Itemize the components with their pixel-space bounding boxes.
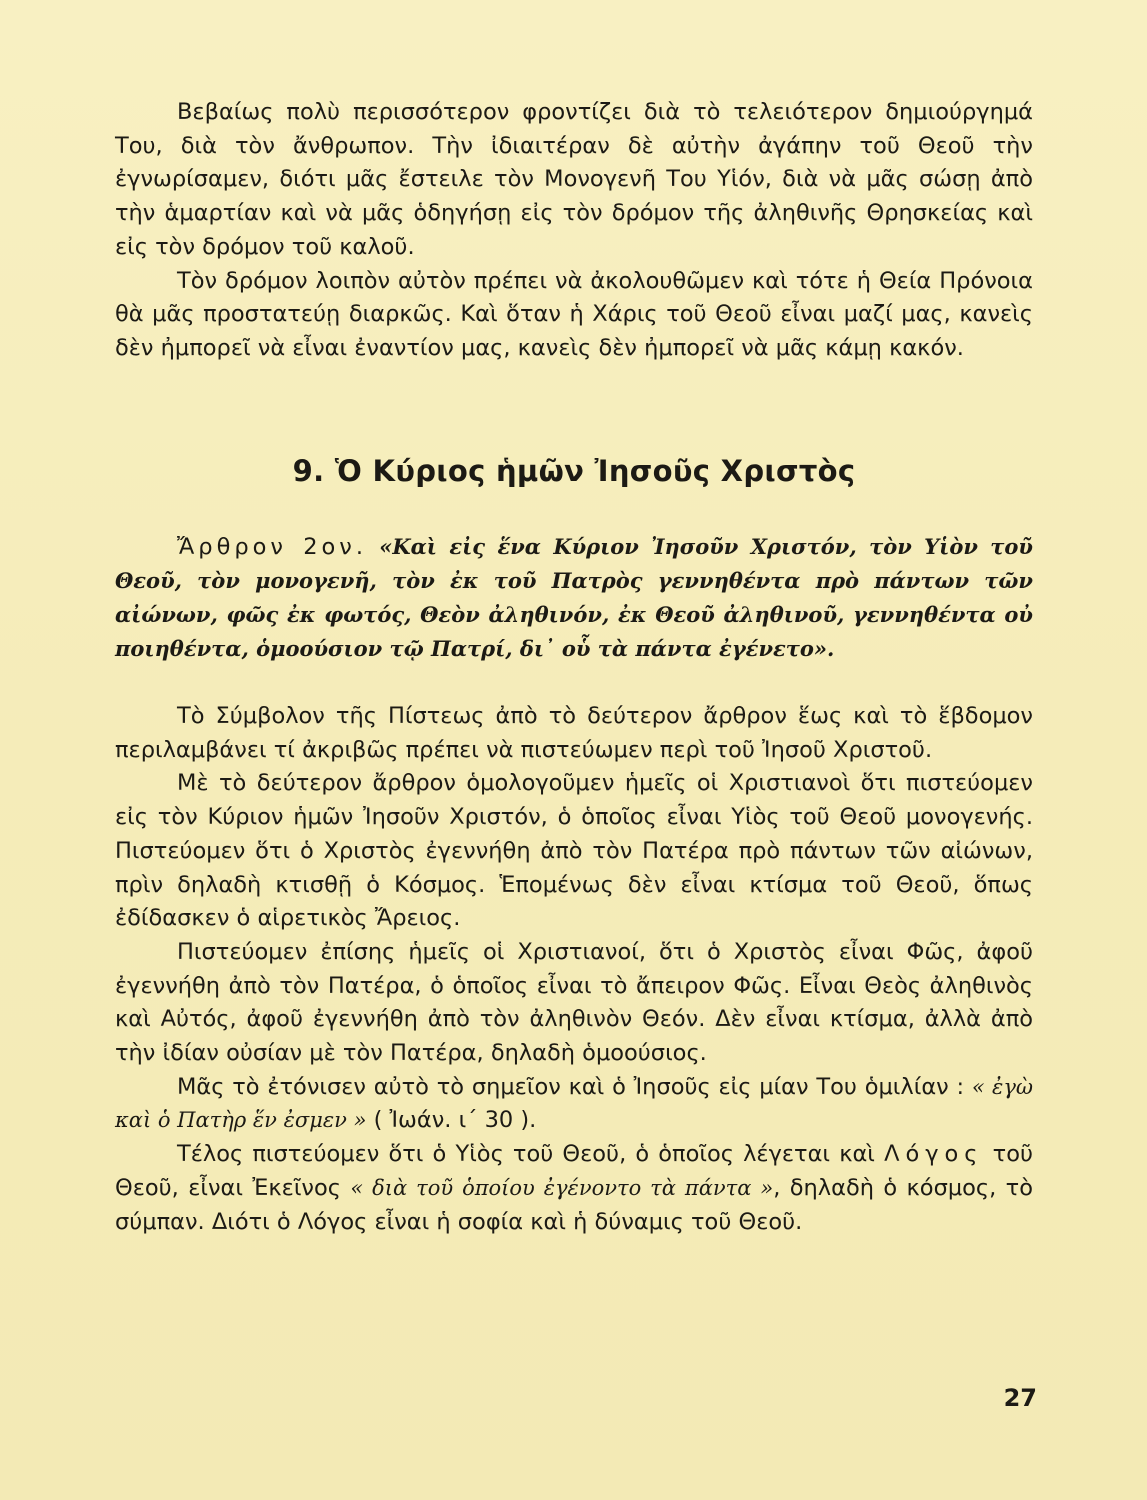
creed-article-text: «Καὶ εἰς ἕνα Κύριον Ἰησοῦν Χριστόν, τὸν Υἱὸν τοῦ Θεοῦ, τὸν μονογενῆ, τὸν ἐκ τοῦ Πατρὸς γεννηθέντα πρὸ πάντων τῶν αἰώνων, φῶς ἐκ φωτός, Θεὸν ἀληθινόν, ἐκ Θεοῦ ἀληθινοῦ, γεννηθέντα οὐ ποιηθέντα, ὁμοούσιον τῷ Πατρί, δι᾿ οὗ τὰ πάντα ἐγένετο». [115, 534, 1034, 661]
logos-paragraph [115, 1138, 1033, 1239]
body-paragraph-3: Πιστεύομεν ἐπίσης ἡμεῖς οἱ Χριστιανοί, ὅτι ὁ Χριστὸς εἶναι Φῶς, ἀφοῦ ἐγεννήθη ἀπὸ τὸν Πατέρα, ὁ ὁποῖος εἶναι τὸ ἄπειρον Φῶς. Εἶναι Θεὸς ἀληθινὸς καὶ Αὐτός, ἀφοῦ ἐγεννήθη ἀπὸ τὸν ἀληθινὸν Θεόν. Δὲν εἶναι κτίσμα, ἀλλὰ ἀπὸ τὴν ἰδίαν οὐσίαν μὲ τὸν Πατέρα, δηλαδὴ ὁμοούσιος. [115, 938, 1033, 1067]
intro-paragraph-1: Βεβαίως πολὺ περισσότερον φροντίζει διὰ τὸ τελειότερον δημιούργημά Του, διὰ τὸν ἄνθρωπον. Τὴν ἰδιαιτέραν δὲ αὐτὴν ἀγάπην τοῦ Θεοῦ τὴν ἐγνωρίσαμεν, διότι μᾶς ἔστειλε τὸν Μονογενῆ Του Υἱόν, διὰ νὰ μᾶς σώσῃ ἀπὸ τὴν ἁμαρτίαν καὶ νὰ μᾶς ὁδηγήσῃ εἰς τὸν δρόμον τῆς ἀληθινῆς Θρησκείας καὶ εἰς τὸν δρόμον τοῦ καλοῦ. [115, 99, 1033, 260]
section-title: 9. Ὁ Κύριος ἡμῶν Ἰησοῦς Χριστὸς [292, 454, 856, 488]
logos-word: Λόγος [884, 1141, 984, 1168]
creed-article-label: Ἄρθρον 2ον. [177, 534, 368, 560]
logos-paragraph-after: , δηλαδὴ ὁ κόσμος, τὸ σύμπαν. Διότι ὁ Λόγος εἶναι ἡ σοφία καὶ ἡ δύναμις τοῦ Θεοῦ. [115, 1174, 1033, 1235]
intro-section [115, 96, 1033, 366]
body-paragraph-1: Τὸ Σύμβολον τῆς Πίστεως ἀπὸ τὸ δεύτερον ἄρθρον ἕως καὶ τὸ ἕβδομον περιλαμβάνει τί ἀκριβῶς πρέπει νὰ πιστεύωμεν περὶ τοῦ Ἰησοῦ Χριστοῦ. [115, 703, 1033, 763]
quote-paragraph-quote: « ἐγὼ καὶ ὁ Πατὴρ ἕν ἐσμεν » [115, 1074, 1033, 1133]
quote-paragraph [115, 1071, 1033, 1138]
logos-paragraph-middle: τοῦ Θεοῦ, εἶναι Ἐκεῖνος [115, 1141, 1033, 1201]
logos-paragraph-before: Τέλος πιστεύομεν ὅτι ὁ Υἱὸς τοῦ Θεοῦ, ὁ ὁποῖος λέγεται καὶ [177, 1141, 885, 1168]
body-section [115, 700, 1033, 1239]
quote-paragraph-before: Μᾶς τὸ ἐτόνισεν αὐτὸ τὸ σημεῖον καὶ ὁ Ἰησοῦς εἰς μίαν Του ὁμιλίαν : [177, 1073, 972, 1100]
creed-article [115, 530, 1033, 666]
body-paragraph-2: Μὲ τὸ δεύτερον ἄρθρον ὁμολογοῦμεν ἡμεῖς οἱ Χριστιανοὶ ὅτι πιστεύομεν εἰς τὸν Κύριον ἡμῶν Ἰησοῦν Χριστόν, ὁ ὁποῖος εἶναι Υἱὸς τοῦ Θεοῦ μονογενής. Πιστεύομεν ὅτι ὁ Χριστὸς ἐγεννήθη ἀπὸ τὸν Πατέρα πρὸ πάντων τῶν αἰώνων, πρὶν δηλαδὴ κτισθῇ ὁ Κόσμος. Ἑπομένως δὲν εἶναι κτίσμα τοῦ Θεοῦ, ὅπως ἐδίδασκεν ὁ αἱρετικὸς Ἄρειος. [115, 770, 1033, 932]
intro-paragraph-2: Τὸν δρόμον λοιπὸν αὐτὸν πρέπει νὰ ἀκολουθῶμεν καὶ τότε ἡ Θεία Πρόνοια θὰ μᾶς προστατεύῃ διαρκῶς. Καὶ ὅταν ἡ Χάρις τοῦ Θεοῦ εἶναι μαζί μας, κανεὶς δὲν ἠμπορεῖ νὰ εἶναι ἐναντίον μας, κανεὶς δὲν ἠμπορεῖ νὰ μᾶς κάμῃ κακόν. [115, 267, 1033, 361]
logos-paragraph-quote: « διὰ τοῦ ὁποίου ἐγένοντο τὰ πάντα » [350, 1175, 774, 1200]
page-number: 27 [1003, 1384, 1037, 1412]
quote-paragraph-after: ( Ἰωάν. ι΄ 30 ). [366, 1107, 537, 1134]
